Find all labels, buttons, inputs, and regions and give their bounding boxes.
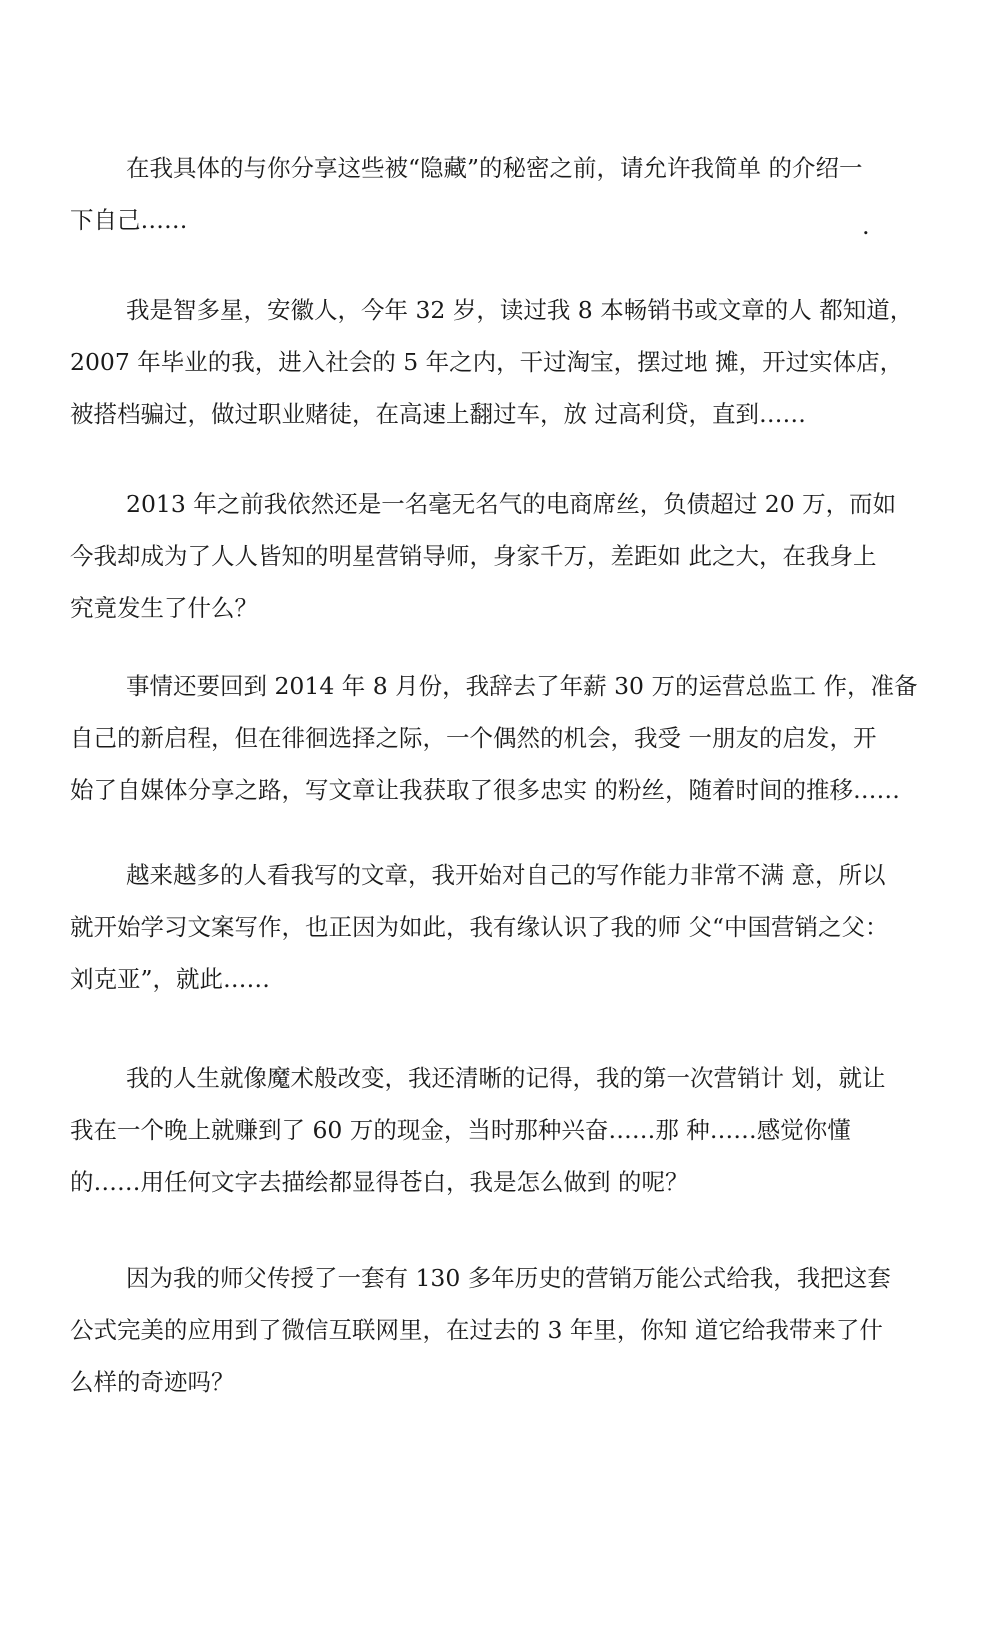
text-line: 我在一个晚上就赚到了 60 万的现金，当时那种兴奋……那 种……感觉你懂 — [70, 1116, 851, 1144]
paragraph-2014 — [70, 660, 930, 816]
paragraph-writing — [70, 849, 930, 1005]
paragraph-formula — [70, 1252, 930, 1408]
text-line: 被搭档骗过，做过职业赌徒，在高速上翻过车，放 过高利贷，直到…… — [70, 400, 806, 428]
text-line: 公式完美的应用到了微信互联网里，在过去的 3 年里，你知 道它给我带来了什 — [70, 1316, 883, 1344]
text-line: 么样的奇迹吗？ — [70, 1368, 235, 1396]
paragraph-change — [70, 1052, 930, 1208]
text-line: 我的人生就像魔术般改变，我还清晰的记得，我的第一次营销计 划，就让 — [126, 1064, 886, 1092]
text-line: 我是智多星，安徽人，今年 32 岁，读过我 8 本畅销书或文章的人 都知道， — [126, 296, 914, 324]
text-line: 2013 年之前我依然还是一名毫无名气的电商席丝，负债超过 20 万，而如 — [126, 490, 897, 518]
stray-mark: . — [862, 212, 870, 240]
paragraph-2013 — [70, 478, 930, 634]
text-line: 下自己…… — [70, 206, 188, 234]
paragraph-background — [70, 284, 930, 440]
text-line: 越来越多的人看我写的文章，我开始对自己的写作能力非常不满 意，所以 — [126, 861, 886, 889]
text-line: 因为我的师父传授了一套有 130 多年历史的营销万能公式给我，我把这套 — [126, 1264, 891, 1292]
text-line: 刘克亚”，就此…… — [70, 965, 271, 993]
text-line: 自己的新启程，但在徘徊选择之际，一个偶然的机会，我受 一朋友的启发，开 — [70, 724, 877, 752]
text-line: 始了自媒体分享之路，写文章让我获取了很多忠实 的粉丝，随着时间的推移…… — [70, 776, 900, 804]
text-line: 今我却成为了人人皆知的明星营销导师，身家千万，差距如 此之大，在我身上 — [70, 542, 877, 570]
paragraph-intro — [70, 142, 930, 246]
text-line: 事情还要回到 2014 年 8 月份，我辞去了年薪 30 万的运营总监工 作，准备 — [126, 672, 918, 700]
text-line: 究竟发生了什么？ — [70, 594, 258, 622]
text-line: 在我具体的与你分享这些被“隐藏”的秘密之前，请允许我简单 的介绍一 — [126, 154, 863, 182]
text-line: 的……用任何文字去描绘都显得苍白，我是怎么做到 的呢？ — [70, 1168, 689, 1196]
text-line: 就开始学习文案写作，也正因为如此，我有缘认识了我的师 父“中国营销之父： — [70, 913, 889, 941]
text-line: 2007 年毕业的我，进入社会的 5 年之内，干过淘宝，摆过地 摊，开过实体店， — [70, 348, 904, 376]
